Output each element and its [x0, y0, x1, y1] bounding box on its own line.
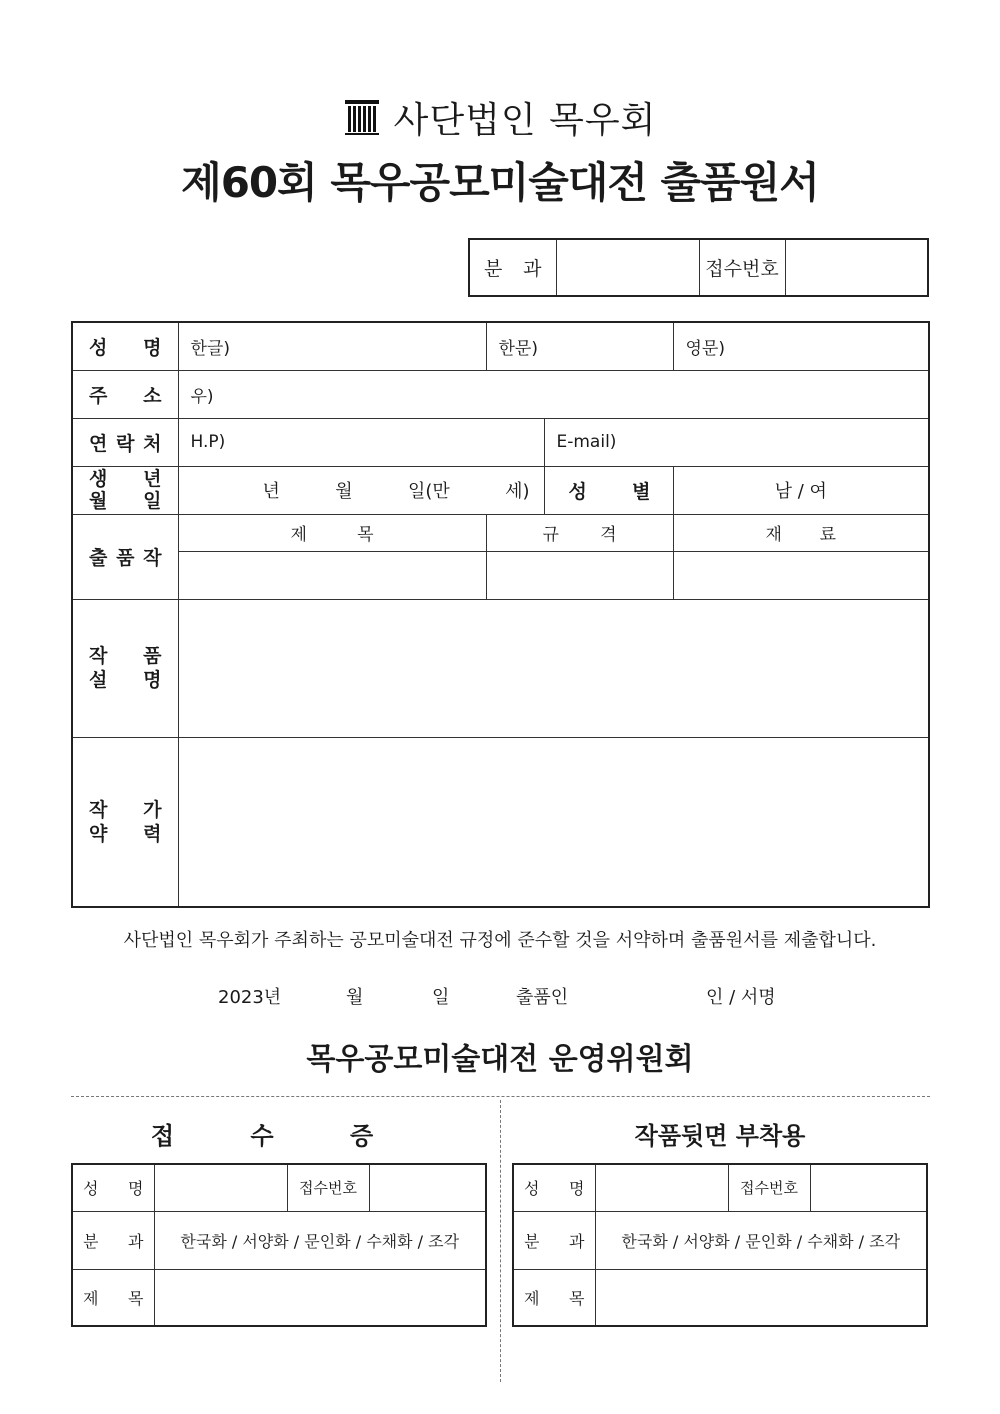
stub-receipt-field[interactable] — [369, 1164, 486, 1211]
work-label: 출 품 작 — [72, 514, 178, 599]
cut-line-horizontal — [71, 1096, 930, 1097]
building-emblem-icon — [344, 98, 380, 138]
cut-line-vertical — [500, 1100, 501, 1382]
email-field[interactable]: E-mail) — [544, 418, 929, 466]
description-label: 작 품 설 명 — [72, 599, 178, 737]
stub-receipt-label: 접수번호 — [287, 1164, 369, 1211]
attach-stub — [512, 1163, 928, 1327]
work-title-header: 제 목 — [178, 514, 486, 551]
gender-field[interactable]: 남 / 여 — [673, 466, 929, 514]
work-size-header: 규 격 — [486, 514, 673, 551]
attach-name-label: 성 명 — [513, 1164, 595, 1211]
attach-name-field[interactable] — [595, 1164, 728, 1211]
birthdate-field[interactable]: 년 월 일(만 세) — [178, 466, 544, 514]
stub-division-options[interactable]: 한국화 / 서양화 / 문인화 / 수채화 / 조각 — [154, 1211, 486, 1269]
career-label: 작 가 약 력 — [72, 737, 178, 907]
gender-label: 성 별 — [544, 466, 673, 514]
org-header — [0, 92, 1000, 143]
date-month: 월 — [346, 987, 364, 1008]
org-name: 사단법인 목우회 — [393, 100, 657, 141]
name-label: 성 명 — [72, 322, 178, 370]
stub-name-field[interactable] — [154, 1164, 287, 1211]
stub-title-field[interactable] — [154, 1269, 486, 1326]
name-korean-field[interactable]: 한글) — [178, 322, 486, 370]
name-english-field[interactable]: 영문) — [673, 322, 929, 370]
name-hanja-field[interactable]: 한문) — [486, 322, 673, 370]
attach-receipt-field[interactable] — [810, 1164, 927, 1211]
attach-title-field[interactable] — [595, 1269, 927, 1326]
stub-name-label: 성 명 — [72, 1164, 154, 1211]
work-material-field[interactable] — [673, 551, 929, 599]
applicant-label: 출품인 — [516, 987, 569, 1008]
pledge-text: 사단법인 목우회가 주최하는 공모미술대전 규정에 준수할 것을 서약하며 출품원서를 제출합니다. — [123, 930, 877, 951]
application-form — [71, 321, 930, 908]
attach-title-label: 제 목 — [513, 1269, 595, 1326]
description-field[interactable] — [178, 599, 929, 737]
stub-division-label: 분 과 — [72, 1211, 154, 1269]
date-day: 일 — [432, 987, 450, 1008]
committee-name: 목우공모미술대전 운영위원회 — [306, 1042, 694, 1077]
address-field[interactable]: 우) — [178, 370, 929, 418]
receipt-stub — [71, 1163, 487, 1327]
page-title: 제60회 목우공모미술대전 출품원서 — [181, 158, 819, 207]
work-title-field[interactable] — [178, 551, 486, 599]
receipt-stub-title: 접 수 증 — [150, 1122, 408, 1150]
career-field[interactable] — [178, 737, 929, 907]
stub-title-label: 제 목 — [72, 1269, 154, 1326]
division-field[interactable] — [556, 239, 699, 296]
work-material-header: 재 료 — [673, 514, 929, 551]
contact-label: 연 락 처 — [72, 418, 178, 466]
birthdate-label: 생 년 월 일 — [72, 466, 178, 514]
address-label: 주 소 — [72, 370, 178, 418]
work-size-field[interactable] — [486, 551, 673, 599]
attach-stub-title: 작품뒷면 부착용 — [634, 1122, 806, 1150]
receipt-number-field[interactable] — [785, 239, 928, 296]
receipt-number-label: 접수번호 — [699, 239, 785, 296]
division-receipt-box — [468, 238, 929, 297]
attach-division-options[interactable]: 한국화 / 서양화 / 문인화 / 수채화 / 조각 — [595, 1211, 927, 1269]
attach-receipt-label: 접수번호 — [728, 1164, 810, 1211]
attach-division-label: 분 과 — [513, 1211, 595, 1269]
sign-label: 인 / 서명 — [706, 987, 776, 1008]
division-label: 분 과 — [469, 239, 556, 296]
date-year: 2023년 — [218, 987, 282, 1008]
phone-field[interactable]: H.P) — [178, 418, 544, 466]
